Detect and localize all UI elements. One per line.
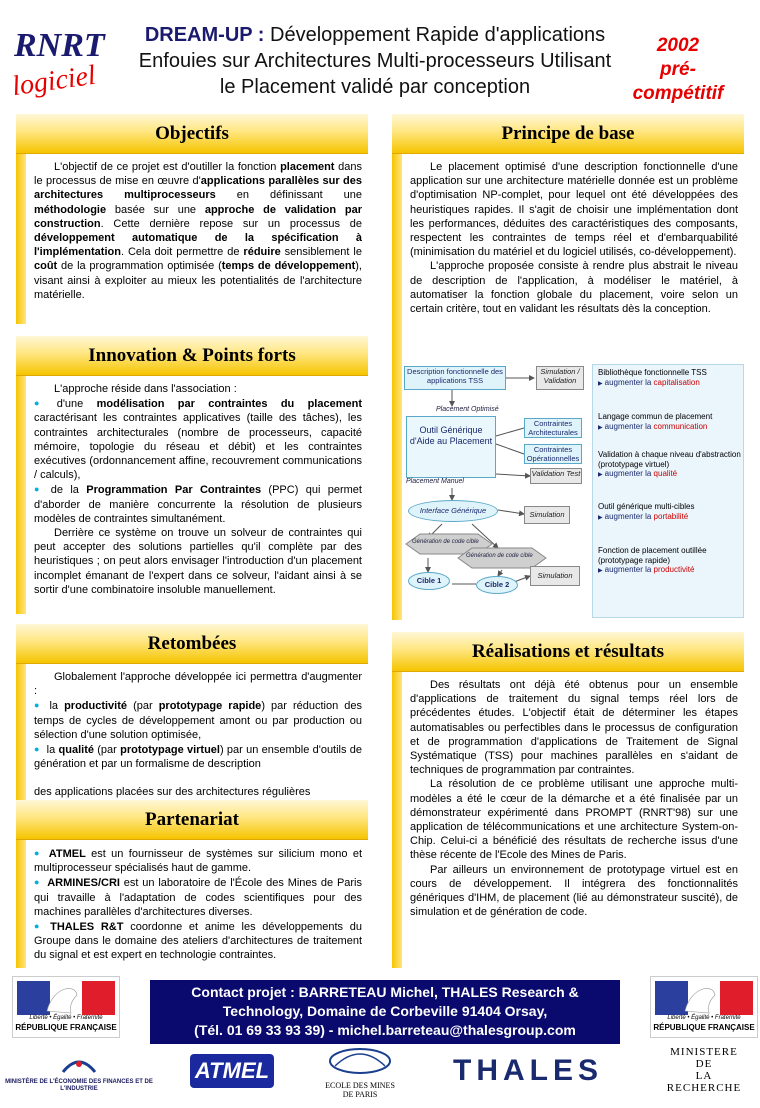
contact-line2: Technology, Domaine de Corbeville 91404 Orsay, [222,1003,548,1019]
objectifs-bold: réduire [243,246,281,259]
contact-line3: (Tél. 01 69 33 93 39) - michel.barreteau@thalesgroup.com [194,1022,576,1038]
rf-name: RÉPUBLIQUE FRANÇAISE [653,1023,755,1032]
benefit-keyword: portabilité [653,511,689,521]
diagram-validation-test: Validation Test [530,468,582,484]
rf-name: RÉPUBLIQUE FRANÇAISE [15,1023,117,1032]
benefit-title: Outil générique multi-cibles [598,502,695,511]
partner-text: coordonne et anime les développements du Groupe dans le domaine des ateliers d'architectures de traitement du signal et est expert en technologie contraintes. [34,921,362,962]
logo-line1: RNRT [14,27,105,64]
ministere-recherche-logo [652,1046,756,1094]
objectifs-bold: temps de développement [221,260,356,273]
benefit-productivite [598,546,746,577]
year-badge [608,34,748,106]
partenariat-body [34,846,362,968]
objectifs-panel [16,114,368,324]
retombees-bold: prototypage virtuel [120,744,220,757]
objectifs-text: . Cette dernière repose sur un processus de [100,217,362,230]
partenariat-heading: Partenariat [145,809,239,830]
benefit-text: augmenter la [604,421,654,431]
partenariat-header [16,800,368,840]
retombees-text: ) par réduction des temps de cycles de développement amont ou par production ou sélection d'une solution optimisée, [34,700,362,741]
innovation-text: d'une [56,398,97,411]
benefit-keyword: communication [653,421,708,431]
title-line2: Enfouies sur Architectures Multi-processeurs Utilisant [138,50,612,72]
innovation-panel [16,336,368,614]
retombees-item-1 [34,698,362,742]
innovation-body [34,382,362,614]
title-brand: DREAM-UP : [144,24,265,46]
benefit-line [598,422,746,434]
mines-emblem-icon [325,1046,395,1076]
minefi-text: MINISTÈRE DE L'ÉCONOMIE DES FINANCES ET DE L'INDUSTRIE [5,1079,153,1092]
rf-motto: Liberté • Égalité • Fraternité [29,1015,103,1021]
objectifs-text: . Cela doit permettre de [120,246,244,259]
retombees-cut-text: des applications placées sur des architectures régulières [34,786,311,799]
partner-name: ATMEL [48,848,86,860]
republique-francaise-logo-left [12,976,120,1038]
principe-paragraph-1: Le placement optimisé d'une description fonctionnelle d'une application sur une architecture matérielle donnée est un problème d'optimisation NP-complet, pour lequel ont été développées des heuristiques rapides. Il s'agit de choisir une implémentation dont les performances, déduites des caractéristiques des composants, respectent les contraintes de temps réel et d'embarquabilité (minimisation du matériel et du logiciel utilisés, co-développement). [410,161,738,259]
objectifs-bold: approche de validation par construction [34,203,362,230]
mines-line1: ECOLE DES MINES [325,1081,395,1090]
diagram-contraintes-arch: Contraintes Architecturales [524,418,582,438]
innovation-bold: modélisation par contraintes du placement [96,398,362,411]
realisations-header [392,632,744,672]
retombees-header [16,624,368,664]
objectifs-body [34,160,362,324]
retombees-text: (par [127,700,159,713]
innovation-header [16,336,368,376]
rf-motto: Liberté • Égalité • Fraternité [667,1015,741,1021]
benefit-title: Langage commun de placement [598,412,713,421]
title-line1: Développement Rapide d'applications [264,24,606,46]
principe-paragraph-2: L'approche proposée consiste à rendre plus abstrait le niveau de description de l'application, à modéliser le matériel, à automatiser la fonction globale du placement, voire selon un certain critère, tout en validant les résultats dès la conception. [410,260,738,316]
recherche-line4: RECHERCHE [666,1082,742,1094]
realisations-paragraph-2: La résolution de ce problème utilisant une approche multi-modèles a été le cœur de la démarche et a été finalisée par un démonstrateur expérimenté dans PROMPT (RNRT'98) sur une application de télécommunications et une architecture System-on-Chip. Celui-ci a bénéficié des résultats de recherche issus d'une thèse récente de l'Ecole des Mines de Paris. [410,778,738,862]
objectifs-text: basée sur une [106,203,205,216]
retombees-bold: qualité [58,744,94,757]
innovation-text: de la [50,484,87,497]
recherche-line2: DE [695,1058,713,1070]
benefit-title: Validation à chaque niveau d'abstraction (prototypage virtuel) [598,450,741,469]
objectifs-bar [16,154,26,324]
realisations-bar [392,672,402,968]
innovation-paragraph: Derrière ce système on trouve un solveur de contraintes qui peut accepter des solutions partielles qu'il complète par des heuristiques ; on peut alors envisager l'introduction d'un placement incomplet émanant de l'expert dans ce solveur, l'aidant ainsi à se sortir d'une combinatoire insoluble manuellement. [34,527,362,596]
realisations-panel [392,632,744,968]
diagram-placement-manuel: Placement Manuel [406,478,464,485]
minefi-emblem-icon [59,1052,99,1074]
benefit-text: augmenter la [604,469,654,478]
diagram-gen1: Génération de code cible [412,539,479,545]
diagram-outil-box: Outil Générique d'Aide au Placement [406,416,496,478]
diagram-simulation: Simulation [524,506,570,524]
principe-bar [392,154,402,620]
benefit-line [598,469,746,481]
title-line3: le Placement validé par conception [219,76,531,98]
ecole-des-mines-logo [312,1046,408,1099]
partner-armines [34,875,362,919]
diagram-cible1: Cible 1 [408,572,450,590]
year-line2: pré- [660,59,696,80]
benefit-keyword: productivité [653,565,695,574]
partner-name: ARMINES/CRI [47,877,120,890]
innovation-text: caractérisant les contraintes applicatives (taille des tâches), les contraintes architecturales (nombre de processeurs, capacité mémoire, topologie du réseau et débit) et les contraintes exécutives (ordonnancement affine, recouvrement communications / calculs), [34,412,362,482]
retombees-bold: prototypage rapide [158,700,262,713]
diagram-desc-box: Description fonctionnelle des applications TSS [404,366,506,390]
marianne-flag-icon [17,981,115,1015]
contact-banner [150,980,620,1044]
diagram-contraintes-oper: Contraintes Opérationnelles [524,444,582,464]
innovation-text: (PPC) qui permet d'aborder de manière concurrente la résolution de plusieurs modèles de contraintes simultanément. [34,484,362,525]
partner-text: est un laboratoire de l'École des Mines de Paris qui travaille à l'adaptation de codes scientifiques pour des machines parallèles d'architectures diverses. [34,877,362,918]
innovation-intro: L'approche réside dans l'association : [54,383,237,395]
recherche-line1: MINISTERE [670,1046,738,1058]
objectifs-bold: applications parallèles sur des architectures multiprocesseurs [34,175,362,202]
retombees-bold: productivité [64,700,128,713]
retombees-text: la [49,700,65,713]
year-line1: 2002 [656,35,700,56]
atmel-logo: ATMEL [190,1054,274,1088]
benefit-text: augmenter la [604,377,654,387]
minefi-logo [4,1052,154,1093]
objectifs-bold: développement automatique de la spécification à l'implémentation [34,232,362,259]
page-title [110,22,640,100]
benefit-portabilite [598,502,746,523]
innovation-bold: Programmation Par Contraintes [86,484,262,497]
retombees-text: ) par un ensemble d'outils de génération et par un formalisme de description [34,744,362,771]
benefit-line [598,512,746,524]
contact-line1: Contact projet : BARRETEAU Michel, THALES Research & [191,984,579,1000]
rnrt-logiciel-logo [10,12,110,102]
benefit-text: augmenter la [604,565,654,574]
benefit-line [598,565,746,577]
objectifs-bold: coût [34,260,58,273]
objectifs-text: ), visant ainsi à exploiter au mieux les potentialités de l'architecture matérielle. [34,260,362,301]
partenariat-bar [16,840,26,968]
mines-line2: DE PARIS [342,1090,378,1099]
diagram-cible2: Cible 2 [476,576,518,594]
innovation-bar [16,376,26,614]
diagram-placement-optimise: Placement Optimisé [436,406,499,413]
benefit-title: Fonction de placement outillée (prototypage rapide) [598,546,707,565]
innovation-item-1 [34,396,362,482]
objectifs-header [16,114,368,154]
realisations-heading: Réalisations et résultats [471,641,665,662]
partner-atmel [34,846,362,875]
diagram-benefits-panel [592,364,744,618]
principe-heading: Principe de base [501,123,635,144]
benefit-qualite [598,450,746,481]
year-line3: compétitif [632,83,724,104]
objectifs-text: sensiblement le [280,246,362,259]
innovation-item-2 [34,482,362,526]
marianne-flag-icon [655,981,753,1015]
objectifs-text: de la programmation optimisée ( [57,260,222,273]
principe-body [410,160,738,360]
diagram-simulation2: Simulation [530,566,580,586]
benefit-title: Bibliothèque fonctionnelle TSS [598,368,707,377]
principe-diagram [402,364,744,618]
partner-thales [34,919,362,963]
retombees-panel [16,624,368,802]
partenariat-panel [16,800,368,968]
retombees-intro: Globalement l'approche développée ici permettra d'augmenter : [34,671,362,698]
realisations-paragraph-3: Par ailleurs un environnement de prototypage virtuel est en cours de développement. Il intégrera des fonctionnalités génériques d'IHM, de placement (lié au démonstrateur suscité), de simulation et de génération de code. [410,863,738,919]
republique-francaise-logo-right [650,976,758,1038]
retombees-text: (par [93,744,121,757]
principe-panel [392,114,744,620]
recherche-line3: LA [695,1070,713,1082]
objectifs-text: dans le processus de mise en œuvre d' [34,161,362,188]
retombees-item-2 [34,742,362,771]
objectifs-text: en définissant une [215,189,362,202]
retombees-body [34,670,362,802]
objectifs-text: L'objectif de ce projet est d'outiller la fonction [54,161,281,173]
partner-name: THALES R&T [50,921,124,934]
benefit-capitalisation [598,368,746,389]
benefit-line [598,378,746,390]
diagram-sim-valid-box: Simulation / Validation [536,366,584,390]
benefit-text: augmenter la [604,511,654,521]
benefit-keyword: capitalisation [653,377,700,387]
objectifs-bold: placement [280,161,335,173]
benefit-communication [598,412,746,433]
diagram-gen2: Génération de code cible [466,553,533,559]
innovation-heading: Innovation & Points forts [88,345,296,366]
diagram-interface: Interface Générique [408,500,498,522]
objectifs-bold: méthodologie [34,203,107,216]
benefit-keyword: qualité [653,469,678,478]
objectifs-heading: Objectifs [155,123,229,144]
realisations-body [410,678,738,968]
thales-logo: THALES [453,1054,603,1087]
realisations-paragraph-1: Des résultats ont déjà été obtenus pour un ensemble d'applications de traitement du signal temps réel lors de précédentes études. L'objectif était de déterminer les étapes automatisables ou perfectibles dans le processus de configuration et de programmation d'applications de Traitement de Signal Systématique (TSS) pour machines parallèles en s'aidant de techniques de programmation par contraintes. [410,679,738,777]
logo-line2: logiciel [10,59,98,102]
retombees-heading: Retombées [147,633,237,654]
partner-text: est un fournisseur de systèmes sur silicium mono et multiprocesseur spécialisés haut de gamme. [34,848,362,875]
principe-header [392,114,744,154]
retombees-bar [16,664,26,802]
retombees-text: la [46,744,59,757]
